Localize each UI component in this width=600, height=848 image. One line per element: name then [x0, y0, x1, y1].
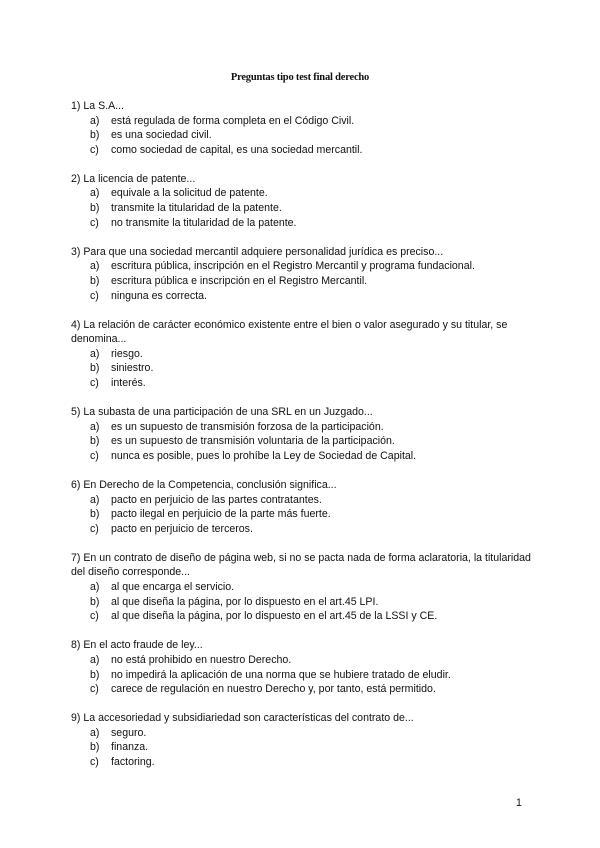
- option-a: [71, 259, 541, 274]
- option-text: pacto en perjuicio de terceros.: [111, 522, 253, 535]
- option-text: ninguna es correcta.: [111, 289, 207, 302]
- option-text: factoring.: [111, 755, 155, 768]
- question-text: 6) En Derecho de la Competencia, conclusión significa...: [71, 478, 337, 491]
- option-a: [71, 186, 541, 201]
- option-a: [71, 726, 541, 741]
- option-letter: c): [90, 610, 99, 623]
- question-5: [71, 405, 541, 463]
- option-text: no impedirá la aplicación de una norma que se hubiere tratado de eludir.: [111, 668, 451, 681]
- question-text: 8) En el acto fraude de ley...: [71, 639, 203, 652]
- question-4: [71, 318, 541, 391]
- question-text: 5) La subasta de una participación de una SRL en un Juzgado...: [71, 406, 373, 419]
- question-text: 3) Para que una sociedad mercantil adquiere personalidad jurídica es preciso...: [71, 245, 444, 258]
- option-text: finanza.: [111, 741, 149, 754]
- option-list: [71, 653, 541, 697]
- option-text: al que diseña la página, por lo dispuesto en el art.45 LPI.: [111, 595, 379, 608]
- option-list: [71, 420, 541, 464]
- option-text: no transmite la titularidad de la patente.: [111, 216, 297, 229]
- option-letter: b): [90, 202, 100, 215]
- option-letter: a): [90, 187, 100, 200]
- option-text: carece de regulación en nuestro Derecho y, por tanto, está permitido.: [111, 683, 436, 696]
- question-text: 1) La S.A...: [71, 100, 124, 112]
- option-letter: c): [90, 289, 99, 302]
- option-b: [71, 128, 541, 143]
- option-letter: b): [90, 362, 100, 375]
- option-text: seguro.: [111, 726, 147, 739]
- option-letter: a): [90, 114, 100, 127]
- option-text: equivale a la solicitud de patente.: [111, 187, 268, 200]
- option-text: siniestro.: [111, 362, 154, 375]
- option-letter: b): [90, 435, 100, 448]
- option-letter: b): [90, 595, 100, 608]
- option-a: [71, 580, 541, 595]
- option-text: escritura pública, inscripción en el Registro Mercantil y programa fundacional.: [111, 260, 475, 273]
- option-letter: a): [90, 260, 100, 273]
- option-letter: a): [90, 581, 100, 594]
- option-list: [71, 347, 541, 391]
- option-letter: c): [90, 522, 99, 535]
- option-text: al que encarga el servicio.: [111, 581, 235, 594]
- option-b: [71, 668, 541, 683]
- option-b: [71, 595, 541, 610]
- option-text: riesgo.: [111, 347, 143, 360]
- option-letter: c): [90, 216, 99, 229]
- question-6: [71, 478, 541, 536]
- option-b: [71, 201, 541, 216]
- option-letter: b): [90, 274, 100, 287]
- option-letter: a): [90, 726, 100, 739]
- question-text: 9) La accesoriedad y subsidiariedad son características del contrato de...: [71, 712, 414, 725]
- option-letter: b): [90, 741, 100, 754]
- option-text: es un supuesto de transmisión voluntaria de la participación.: [111, 435, 395, 448]
- option-a: [71, 653, 541, 668]
- option-a: [71, 347, 541, 362]
- option-text: pacto en perjuicio de las partes contratantes.: [111, 493, 322, 506]
- question-text: 4) La relación de carácter económico existente entre el bien o valor asegurado y su titular, se denomina...: [71, 318, 508, 346]
- option-letter: b): [90, 129, 100, 142]
- option-letter: a): [90, 653, 100, 666]
- question-1: [71, 99, 541, 157]
- option-text: no está prohibido en nuestro Derecho.: [111, 653, 292, 666]
- option-c: [71, 522, 541, 537]
- option-text: escritura pública e inscripción en el Registro Mercantil.: [111, 274, 368, 287]
- option-list: [71, 259, 541, 303]
- option-list: [71, 114, 541, 158]
- option-letter: b): [90, 508, 100, 521]
- option-list: [71, 580, 541, 624]
- option-text: al que diseña la página, por lo dispuesto en el art.45 de la LSSI y CE.: [111, 610, 438, 623]
- option-text: es una sociedad civil.: [111, 129, 212, 142]
- option-b: [71, 434, 541, 449]
- option-letter: c): [90, 683, 99, 696]
- option-c: [71, 682, 541, 697]
- option-letter: c): [90, 143, 99, 156]
- option-c: [71, 289, 541, 304]
- option-c: [71, 755, 541, 770]
- option-c: [71, 609, 541, 624]
- question-8: [71, 638, 541, 696]
- question-3: [71, 245, 541, 303]
- question-7: [71, 551, 541, 624]
- option-c: [71, 143, 541, 158]
- option-text: está regulada de forma completa en el Código Civil.: [111, 114, 355, 127]
- option-a: [71, 493, 541, 508]
- option-b: [71, 507, 541, 522]
- question-list: [71, 99, 541, 784]
- option-text: como sociedad de capital, es una sociedad mercantil.: [111, 143, 363, 156]
- option-letter: b): [90, 668, 100, 681]
- option-b: [71, 274, 541, 289]
- option-a: [71, 114, 541, 129]
- option-text: pacto ilegal en perjuicio de la parte más fuerte.: [111, 508, 331, 521]
- option-c: [71, 376, 541, 391]
- option-text: transmite la titularidad de la patente.: [111, 202, 282, 215]
- question-text: 2) La licencia de patente...: [71, 172, 196, 185]
- option-text: nunca es posible, pues lo prohíbe la Ley de Sociedad de Capital.: [111, 449, 417, 462]
- document-title: Preguntas tipo test final derecho: [230, 72, 370, 83]
- page-number: 1: [516, 797, 522, 809]
- question-9: [71, 711, 541, 769]
- option-list: [71, 186, 541, 230]
- option-b: [71, 361, 541, 376]
- question-2: [71, 172, 541, 230]
- option-letter: c): [90, 377, 99, 389]
- option-text: interés.: [111, 377, 146, 389]
- option-a: [71, 420, 541, 435]
- option-letter: a): [90, 493, 100, 506]
- option-list: [71, 493, 541, 537]
- option-letter: c): [90, 449, 99, 462]
- option-c: [71, 216, 541, 231]
- option-list: [71, 726, 541, 770]
- option-text: es un supuesto de transmisión forzosa de la participación.: [111, 420, 384, 433]
- option-letter: c): [90, 755, 99, 768]
- question-text: 7) En un contrato de diseño de página web, si no se pacta nada de forma aclaratoria, la titularidad del diseño corresponde...: [71, 551, 531, 579]
- option-b: [71, 740, 541, 755]
- option-letter: a): [90, 420, 100, 433]
- option-letter: a): [90, 347, 100, 360]
- option-c: [71, 449, 541, 464]
